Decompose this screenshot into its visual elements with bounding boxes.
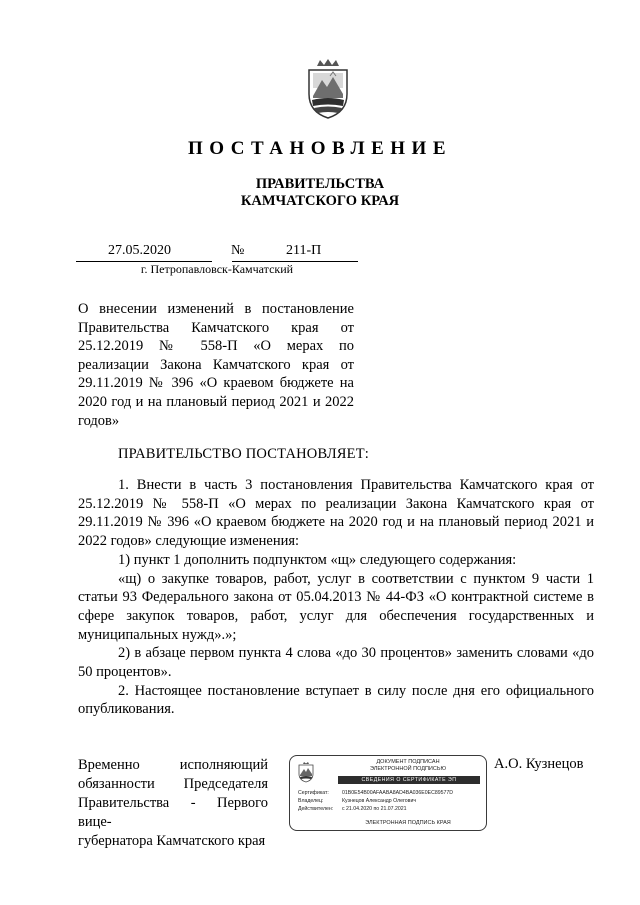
kamchatka-coat-of-arms-icon (303, 58, 353, 120)
stamp-details: Сертификат: 01B0E54B00AFAABA8AD4BA036E0EC89577D Владелец: Кузнецов Александр Олегович Действителен: с 21.04.2020 по 21.07.2021 (298, 790, 454, 812)
paragraph: «щ) о закупке товаров, работ, услуг в соответствии с пунктом 9 части 1 статьи 93 Федерального закона от 05.04.2013 № 44-ФЗ «О контрактной системе в сфере закупок товаров, работ, услуг для обеспечения государственных и муниципальных нужд».»; (78, 570, 594, 643)
position-line: губернатора Камчатского края (78, 833, 266, 849)
signatory-position (78, 756, 268, 851)
paragraph: 1) пункт 1 дополнить подпунктом «щ» следующего содержания: (118, 551, 517, 568)
position-line: Правительства - Первого вице- (78, 795, 268, 830)
position-line: обязанности Председателя (78, 776, 268, 792)
issuer-line-2: КАМЧАТСКОГО КРАЯ (240, 193, 400, 209)
paragraph: 2. Настоящее постановление вступает в силу после дня его официального опубликования. (78, 682, 594, 718)
document-body (78, 476, 594, 719)
issuer-line-1: ПРАВИТЕЛЬСТВА (255, 176, 385, 192)
paragraph: 2) в абзаце первом пункта 4 слова «до 30 процентов» заменить словами «до 50 процентов». (78, 645, 594, 681)
document-type-title: ПОСТАНОВЛЕНИЕ (187, 138, 453, 159)
paragraph: 1. Внести в часть 3 постановления Правительства Камчатского края от 25.12.2019 № 558-П «О мерах по реализации Закона Камчатского края от 29.11.2019 № 396 «О краевом бюджете на 2020 год и на плановый период 2021 и 2022 годов» следующие изменения: (78, 477, 594, 550)
stamp-info-bar: СВЕДЕНИЯ О СЕРТИФИКАТЕ ЭП (338, 776, 480, 784)
document-city: г. Петропавловск-Камчатский (140, 262, 294, 276)
position-line: Временно исполняющий (78, 757, 268, 773)
signatory-name: А.О. Кузнецов (494, 756, 584, 772)
stamp-emblem-icon (297, 761, 315, 783)
decree-phrase: ПРАВИТЕЛЬСТВО ПОСТАНОВЛЯЕТ: (118, 446, 370, 462)
number-sign: № (231, 243, 245, 258)
document-number: 211-П (286, 243, 322, 258)
document-subject: О внесении изменений в постановление Правительства Камчатского края от 25.12.2019 № 558-П «О мерах по реализации Закона Камчатского края от 29.11.2019 № 396 «О краевом бюджете на 2020 год и на плановый период 2021 и 2022 годов» (78, 301, 354, 429)
stamp-footer: ЭЛЕКТРОННАЯ ПОДПИСЬ КРАЯ (365, 820, 451, 826)
electronic-signature-stamp (289, 755, 487, 831)
date-number-row (76, 241, 358, 262)
stamp-header: ДОКУМЕНТ ПОДПИСАН ЭЛЕКТРОННОЙ ПОДПИСЬЮ (369, 759, 447, 772)
document-date: 27.05.2020 (108, 243, 171, 258)
